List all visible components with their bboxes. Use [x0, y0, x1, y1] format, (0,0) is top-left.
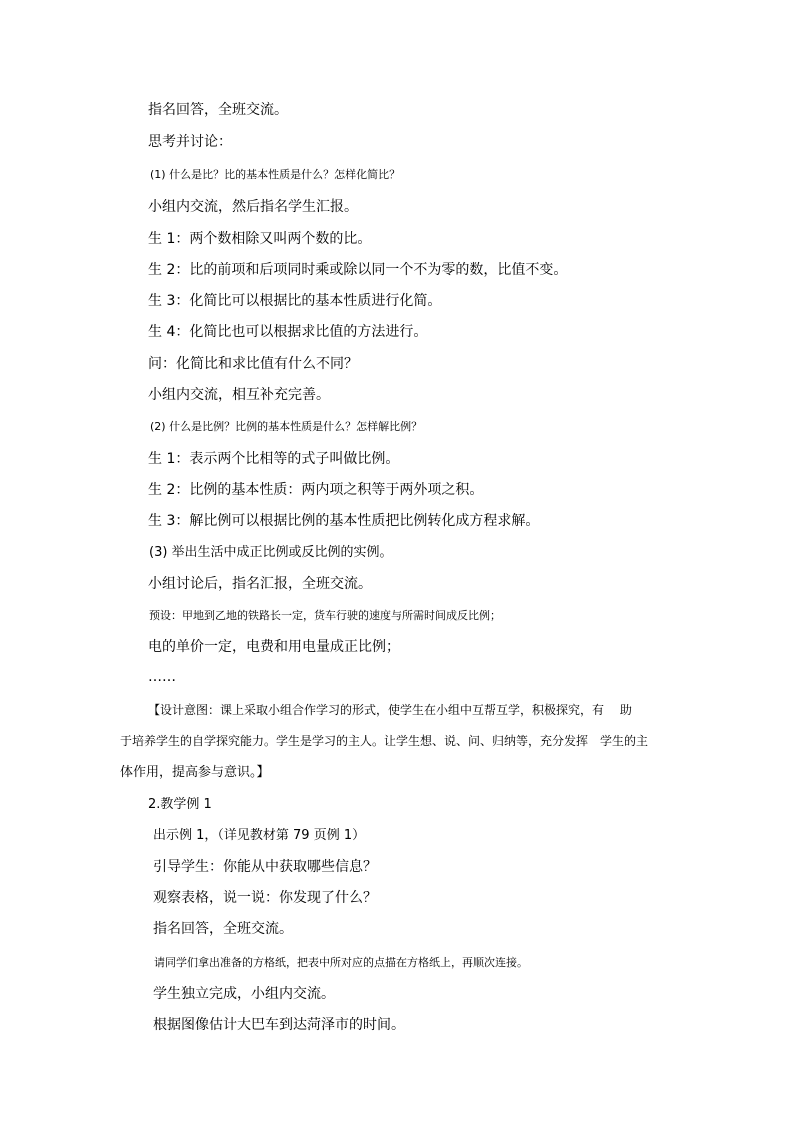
design-intent-line: 于培养学生的自学探究能力。学生是学习的主人。让学生想、说、问、归纳等，充分发挥 学生的主 [120, 734, 649, 748]
design-intent-line: 【设计意图：课上采取小组合作学习的形式，使学生在小组中互帮互学，积极探究，有 助 [148, 703, 632, 717]
question-heading: (3) 举出生活中成正比例或反比例的实例。 [149, 545, 393, 560]
student-answer: 生 4：化简比也可以根据求比值的方法进行。 [148, 324, 428, 340]
preset-text: 电的单价一定，电费和用电量成正比例； [148, 639, 400, 655]
student-answer: 生 3：解比例可以根据比例的基本性质把比例转化成方程求解。 [148, 513, 540, 529]
question-heading: (2) 什么是比例？比例的基本性质是什么？怎样解比例？ [150, 420, 423, 433]
text-line: 指名回答，全班交流。 [153, 921, 293, 937]
text-line: 小组内交流，然后指名学生汇报。 [148, 199, 358, 215]
text-line: 小组讨论后，指名汇报，全班交流。 [148, 576, 372, 592]
text-line: 观察表格，说一说：你发现了什么？ [153, 890, 377, 906]
student-answer: 生 2：比例的基本性质：两内项之积等于两外项之积。 [148, 482, 484, 498]
ellipsis: …… [148, 669, 176, 685]
question-heading: (1) 什么是比？比的基本性质是什么？怎样化简比？ [150, 168, 401, 181]
design-intent-line: 体作用，提高参与意识。】 [120, 765, 270, 780]
text-line: 问：化简比和求比值有什么不同？ [148, 356, 358, 372]
text-line: 引导学生：你能从中获取哪些信息？ [153, 859, 377, 875]
student-answer: 生 2：比的前项和后项同时乘或除以同一个不为零的数，比值不变。 [148, 262, 568, 278]
section-heading: 2.教学例 1 [148, 797, 212, 812]
student-answer: 生 1：两个数相除又叫两个数的比。 [148, 231, 372, 247]
student-answer: 生 1：表示两个比相等的式子叫做比例。 [148, 451, 400, 467]
text-line: 请同学们拿出准备的方格纸，把表中所对应的点描在方格纸上，再顺次连接。 [154, 956, 528, 969]
preset-text: 预设：甲地到乙地的铁路长一定，货车行驶的速度与所需时间成反比例； [149, 609, 501, 622]
text-line: 小组内交流，相互补充完善。 [148, 387, 330, 403]
text-line: 思考并讨论： [148, 134, 232, 150]
text-line: 根据图像估计大巴车到达菏泽市的时间。 [153, 1017, 405, 1033]
student-answer: 生 3：化简比可以根据比的基本性质进行化简。 [148, 293, 442, 309]
text-line: 学生独立完成，小组内交流。 [153, 986, 335, 1002]
text-line: 出示例 1，（详见教材第 79 页例 1） [153, 828, 366, 843]
text-line: 指名回答，全班交流。 [148, 102, 288, 118]
